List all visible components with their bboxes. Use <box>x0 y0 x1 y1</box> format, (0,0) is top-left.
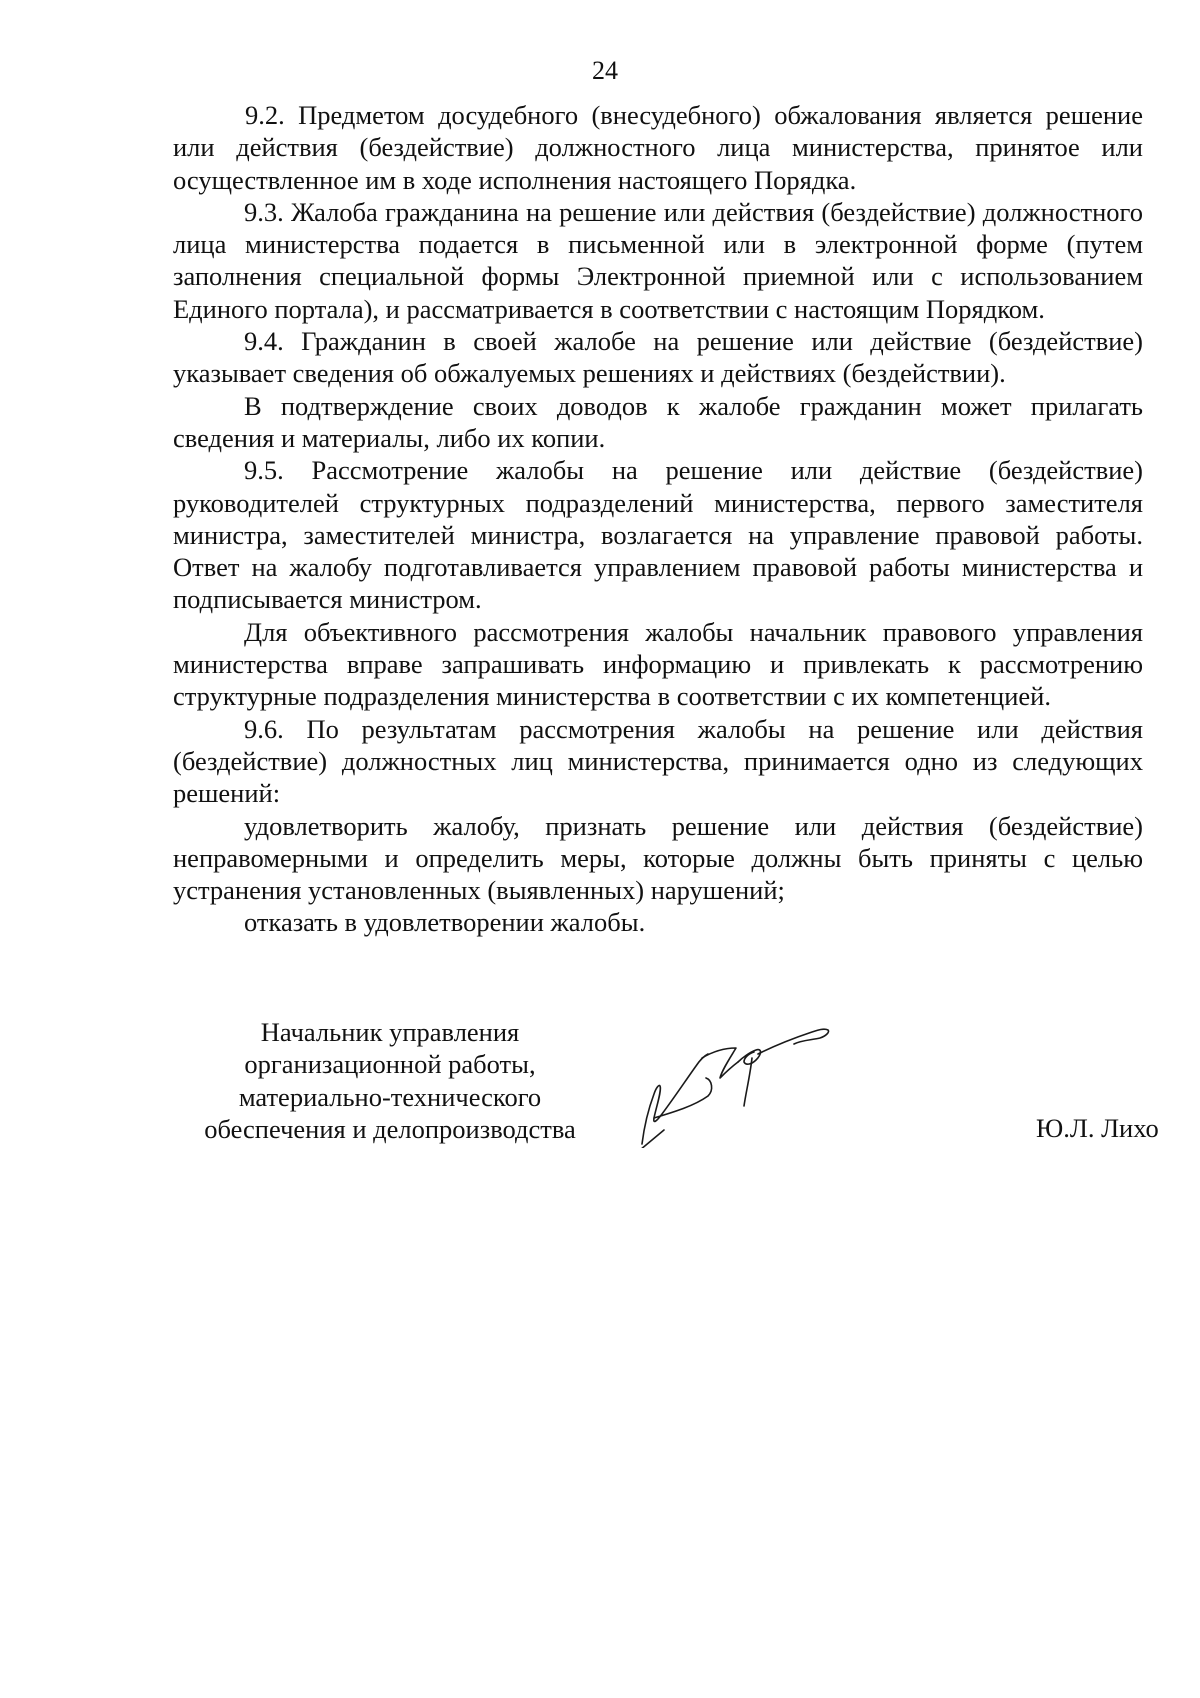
paragraph-9-6-option-refuse: отказать в удовлетворении жалобы. <box>244 907 646 938</box>
paragraph-9-4-attachments: В подтверждение своих доводов к жалобе гражданин может прилагать сведения и материалы, либо их копии. <box>173 390 1143 453</box>
handwritten-signature <box>634 1018 854 1148</box>
paragraph-9-5: 9.5. Рассмотрение жалобы на решение или действие (бездействие) руководителей структурных подразделений министерства, первого заместителя министра, заместителей министра, возлагается на управление правовой работы. Ответ на жалобу подготавливается управлением правовой работы министерства и подписывается министром. <box>173 455 1143 615</box>
paragraph-9-5-inquiry: Для объективного рассмотрения жалобы начальник правового управления министерства вправе запрашивать информацию и привлекать к рассмотрению структурные подразделения министерства в соответствии с их компетенцией. <box>173 616 1143 712</box>
paragraph-9-6: 9.6. По результатам рассмотрения жалобы на решение или действия (бездействие) должностных лиц министерства, принимается одно из следующих решений: <box>173 713 1143 809</box>
page-number: 24 <box>592 56 618 85</box>
paragraph-9-6-option-satisfy: удовлетворить жалобу, признать решение или действия (бездействие) неправомерными и определить меры, которые должны быть приняты с целью устранения установленных (выявленных) нарушений; <box>173 810 1143 906</box>
position-line: Начальник управления <box>260 1017 520 1047</box>
position-line: организационной работы, <box>244 1049 536 1080</box>
document-body <box>173 99 1143 939</box>
position-line: материально-технического <box>238 1081 542 1112</box>
signatory-name: Ю.Л. Лихо <box>1036 1113 1159 1143</box>
signatory-position <box>170 1016 610 1145</box>
paragraph-9-4: 9.4. Гражданин в своей жалобе на решение или действие (бездействие) указывает сведения об обжалуемых решениях и действиях (бездействии). <box>173 326 1143 389</box>
paragraph-9-3: 9.3. Жалоба гражданина на решение или действия (бездействие) должностного лица министерства подается в письменной или в электронной форме (путем заполнения специальной формы Электронной приемной или с использованием Единого портала), и рассматривается в соответствии с настоящим Порядком. <box>173 196 1143 324</box>
position-line: обеспечения и делопроизводства <box>204 1113 576 1144</box>
paragraph-9-2: 9.2. Предметом досудебного (внесудебного) обжалования является решение или действия (бездействие) должностного лица министерства, принятое или осуществленное им в ходе исполнения настоящего Порядка. <box>173 100 1143 195</box>
